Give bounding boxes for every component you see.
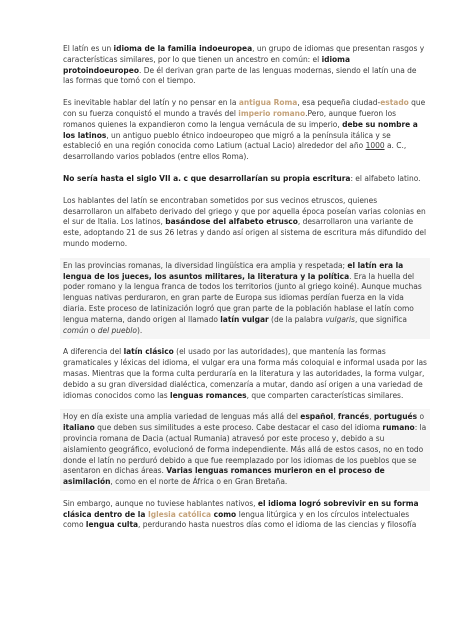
text-run: común (63, 325, 89, 335)
text-run: lengua litúrgica y en los círculos intelectuales como (63, 509, 410, 530)
text-run: francés (337, 412, 370, 422)
text-run: Los hablantes del latín se encontraban sometidos por sus vecinos etruscos, quienes desarrollaron un alfabeto derivado del griego y que por aquella época poseían varias colonias en el sur de Italia. Los latinos, (63, 195, 426, 227)
text-run: Es inevitable hablar del latín y no pensar en la (63, 98, 239, 108)
text-run: el idioma logró sobrevivir en su forma clásica dentro de la (63, 498, 419, 519)
text-run: del pueblo (97, 325, 137, 335)
text-run: , perdurando hasta nuestros días como el idioma de las ciencias y filosofía (138, 520, 417, 530)
text-run: portugués (373, 412, 418, 422)
inline-link[interactable]: Iglesia católica (147, 509, 212, 519)
text-run: , desarrollaron una variante de este, adoptando 21 de sus 26 letras y dando así origen al sistema de escritura más difundido del mundo moderno. (63, 217, 427, 248)
paragraph-catholic-church (63, 499, 427, 531)
paragraph-romance-languages (63, 412, 427, 488)
text-run: que deben sus similitudes a este proceso. Cabe destacar el caso del idioma (94, 423, 383, 433)
text-run: debe su nombre a los latinos (63, 119, 418, 140)
text-run: , (333, 412, 338, 422)
text-run: .Pero, aunque fueron los romanos quienes la expandieron como la lengua vernácula de su imperio, (63, 108, 397, 129)
text-run: (el usado por las autoridades), que mantenía las formas gramaticales y léxicas del idioma, el vulgar era una forma más coloquial e informal usada por las masas. Mientras que la forma culta perduraría en la literatura y las autoridades, la forma vulgar, debido a su gran diversidad dialéctica, comenzaría a mutar, dando así origen a una variedad de idiomas conocidos como las (63, 347, 427, 400)
text-run: latín vulgar (220, 314, 269, 324)
text-run: No sería hasta el siglo VII a. c que desarrollarían su propia escritura (63, 173, 351, 183)
text-run: , (369, 412, 374, 422)
text-run: Varias lenguas romances murieron en el proceso de asimilación (63, 466, 385, 487)
text-run: vulgaris (325, 314, 355, 324)
document-body (63, 44, 427, 542)
text-run: , un antiguo pueblo étnico indoeuropeo que migró a la península itálica y se estableció en una región conocida como Latium (actual Lacio) alrededor del año (63, 130, 391, 151)
text-run: a. C., desarrollando varios poblados (entre ellos Roma). (63, 141, 407, 162)
text-run: como (211, 509, 239, 519)
text-run: Hoy en día existe una amplia variedad de lenguas más allá del (63, 412, 301, 422)
text-run: italiano (63, 423, 95, 433)
text-run: o (88, 325, 98, 335)
text-run: que con su fuerza conquistó el mundo a través del (63, 98, 426, 118)
text-run: lengua culta (85, 520, 139, 530)
text-run: , que comparten características similares. (246, 390, 404, 400)
paragraph-provinces (63, 261, 427, 337)
inline-link[interactable]: imperio romano (238, 108, 306, 118)
paragraph-etruscan-alphabet (63, 196, 427, 250)
text-run: En las provincias romanas, la diversidad lingüística era amplia y respetada; (63, 260, 348, 270)
text-run: , que significa (354, 314, 407, 324)
text-run: rumano (382, 423, 415, 433)
text-run: 1000 (365, 141, 385, 151)
text-run: ). (136, 325, 143, 335)
text-run: lenguas romances (170, 390, 247, 400)
text-run: . De él derivan gran parte de las lenguas modernas, siendo el latín una de las formas que tomó con el tiempo. (63, 65, 417, 86)
text-run: : el alfabeto latino. (350, 173, 421, 183)
text-run: El latín es un (63, 44, 114, 53)
paragraph-latin-indoeuropean (63, 44, 427, 87)
text-run: : la provincia romana de Dacia (actual Rumania) atravesó por este proceso y, debido a su aislamiento geográfico, evolucionó de forma independiente. Más allá de estos casos, no en todo donde el latín no perduró debido a que fue reemplazado por los idiomas de los pueblos que se asentaron en dichas áreas. (63, 423, 427, 476)
text-run: basándose del alfabeto etrusco (165, 217, 298, 227)
text-run: , esa pequeña ciudad- (297, 98, 381, 108)
paragraph-latin-alphabet (63, 174, 427, 185)
text-run: A diferencia del (63, 347, 124, 357)
text-run: idioma protoindoeuropeo (63, 54, 350, 75)
text-run: español (300, 412, 334, 422)
text-run: Sin embargo, aunque no tuviese hablantes nativos, (63, 498, 258, 508)
inline-link[interactable]: antigua Roma (238, 98, 298, 108)
text-run: , como en el norte de África o en Gran Bretaña. (110, 477, 288, 487)
text-run: o (417, 412, 425, 422)
text-run: (de la palabra (268, 314, 326, 324)
paragraph-roma-latinos (63, 98, 427, 163)
paragraph-classical-latin (63, 347, 427, 401)
inline-link[interactable]: estado (380, 98, 409, 108)
text-run: idioma de la familia indoeuropea (113, 44, 253, 53)
text-run: el latín era la lengua de los jueces, los asuntos militares, la literatura y la política (63, 260, 404, 281)
text-run: latín clásico (123, 347, 174, 357)
text-run: , un grupo de idiomas que presentan rasgos y características similares, por lo que tienen un ancestro en común: el (63, 44, 425, 64)
text-run: . Era la huella del poder romano y la lengua franca de todos los territorios (junto al griego koiné). Aunque muchas lenguas nativas perduraron, en gran parte de Europa sus idiomas perdían fuerza en la vida diaria. Este proceso de latinización logró que gran parte de la población hablase el latín como lengua materna, dando origen al llamado (63, 271, 422, 324)
